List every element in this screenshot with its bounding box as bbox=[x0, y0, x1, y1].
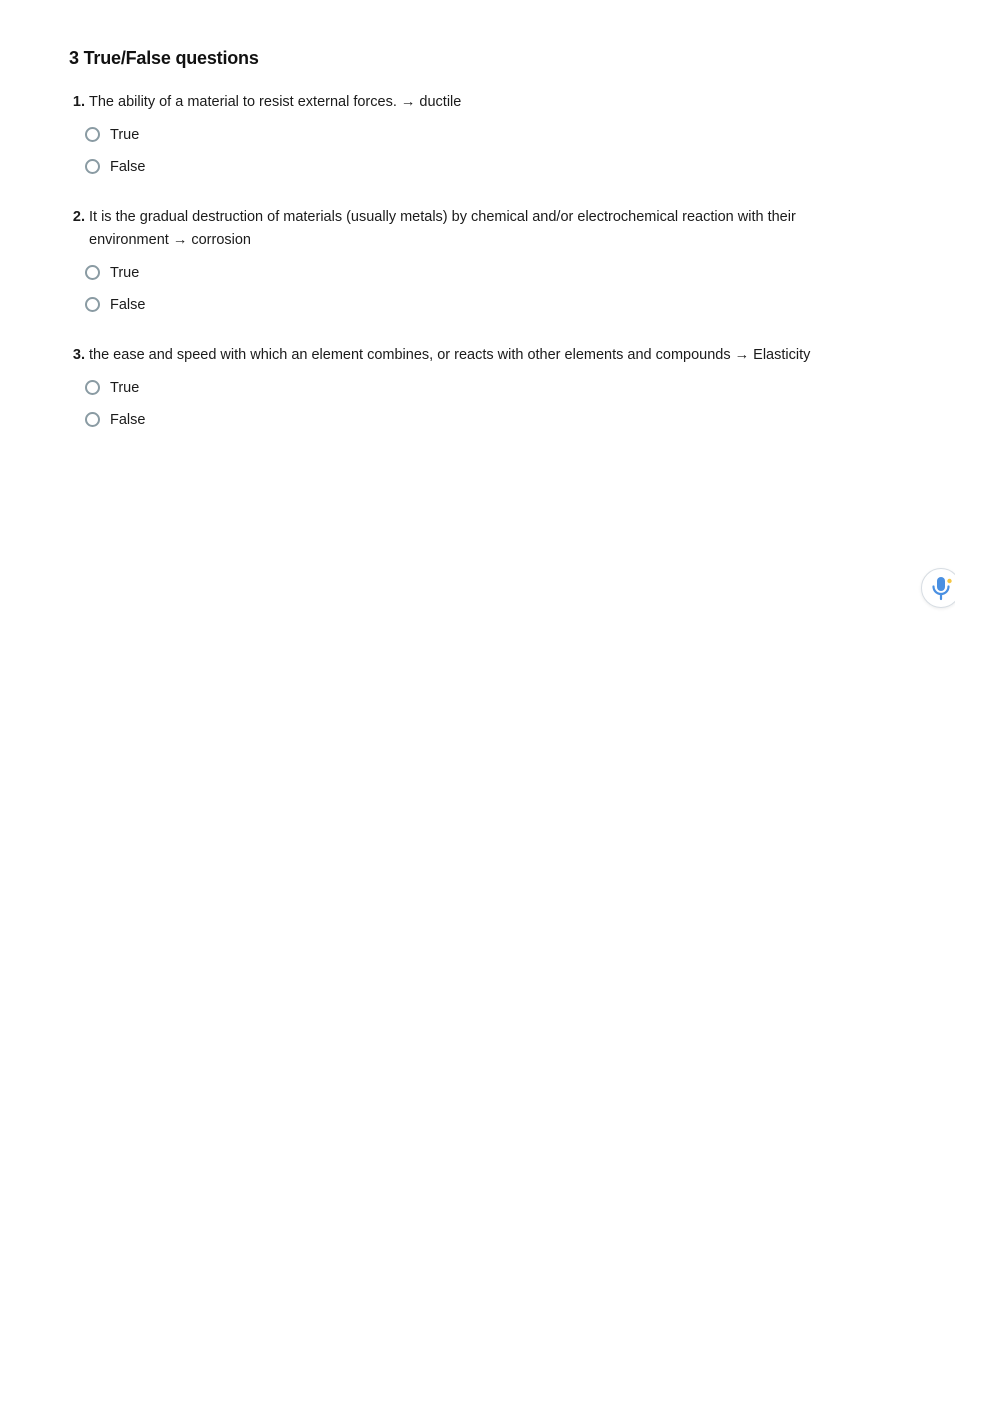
option-label: True bbox=[110, 379, 140, 396]
option-label: False bbox=[110, 411, 146, 428]
question-2-prompt bbox=[69, 206, 929, 252]
worksheet bbox=[69, 48, 929, 459]
microphone-icon bbox=[930, 575, 952, 601]
option-true[interactable] bbox=[85, 261, 929, 284]
question-text: the ease and speed with which an element combines, or reacts with other elements and compounds → Elasticity bbox=[89, 347, 811, 363]
option-true[interactable] bbox=[85, 123, 929, 146]
page-title: 3 True/False questions bbox=[69, 48, 259, 68]
option-false[interactable] bbox=[85, 408, 929, 431]
radio-button[interactable] bbox=[85, 127, 100, 142]
question-2 bbox=[69, 206, 929, 316]
option-label: False bbox=[110, 296, 146, 313]
question-text: It is the gradual destruction of materials (usually metals) by chemical and/or electrochemical reaction with their environment → corrosion bbox=[89, 209, 796, 248]
question-number: 1. bbox=[72, 94, 85, 110]
question-number: 2. bbox=[72, 209, 85, 225]
option-false[interactable] bbox=[85, 293, 929, 316]
question-3 bbox=[69, 344, 929, 431]
option-false[interactable] bbox=[85, 155, 929, 178]
option-label: True bbox=[110, 264, 140, 281]
option-label: False bbox=[110, 158, 146, 175]
option-label: True bbox=[110, 126, 140, 143]
question-1-prompt bbox=[69, 91, 929, 114]
radio-button[interactable] bbox=[85, 380, 100, 395]
question-1 bbox=[69, 91, 929, 178]
question-3-options bbox=[69, 376, 929, 431]
radio-button[interactable] bbox=[85, 159, 100, 174]
viewport-edge bbox=[955, 560, 1000, 616]
radio-button[interactable] bbox=[85, 297, 100, 312]
question-2-options bbox=[69, 261, 929, 316]
question-1-options bbox=[69, 123, 929, 178]
question-number: 3. bbox=[72, 347, 85, 363]
option-true[interactable] bbox=[85, 376, 929, 399]
radio-button[interactable] bbox=[85, 265, 100, 280]
question-text: The ability of a material to resist external forces. → ductile bbox=[89, 94, 462, 110]
radio-button[interactable] bbox=[85, 412, 100, 427]
question-3-prompt bbox=[69, 344, 929, 367]
